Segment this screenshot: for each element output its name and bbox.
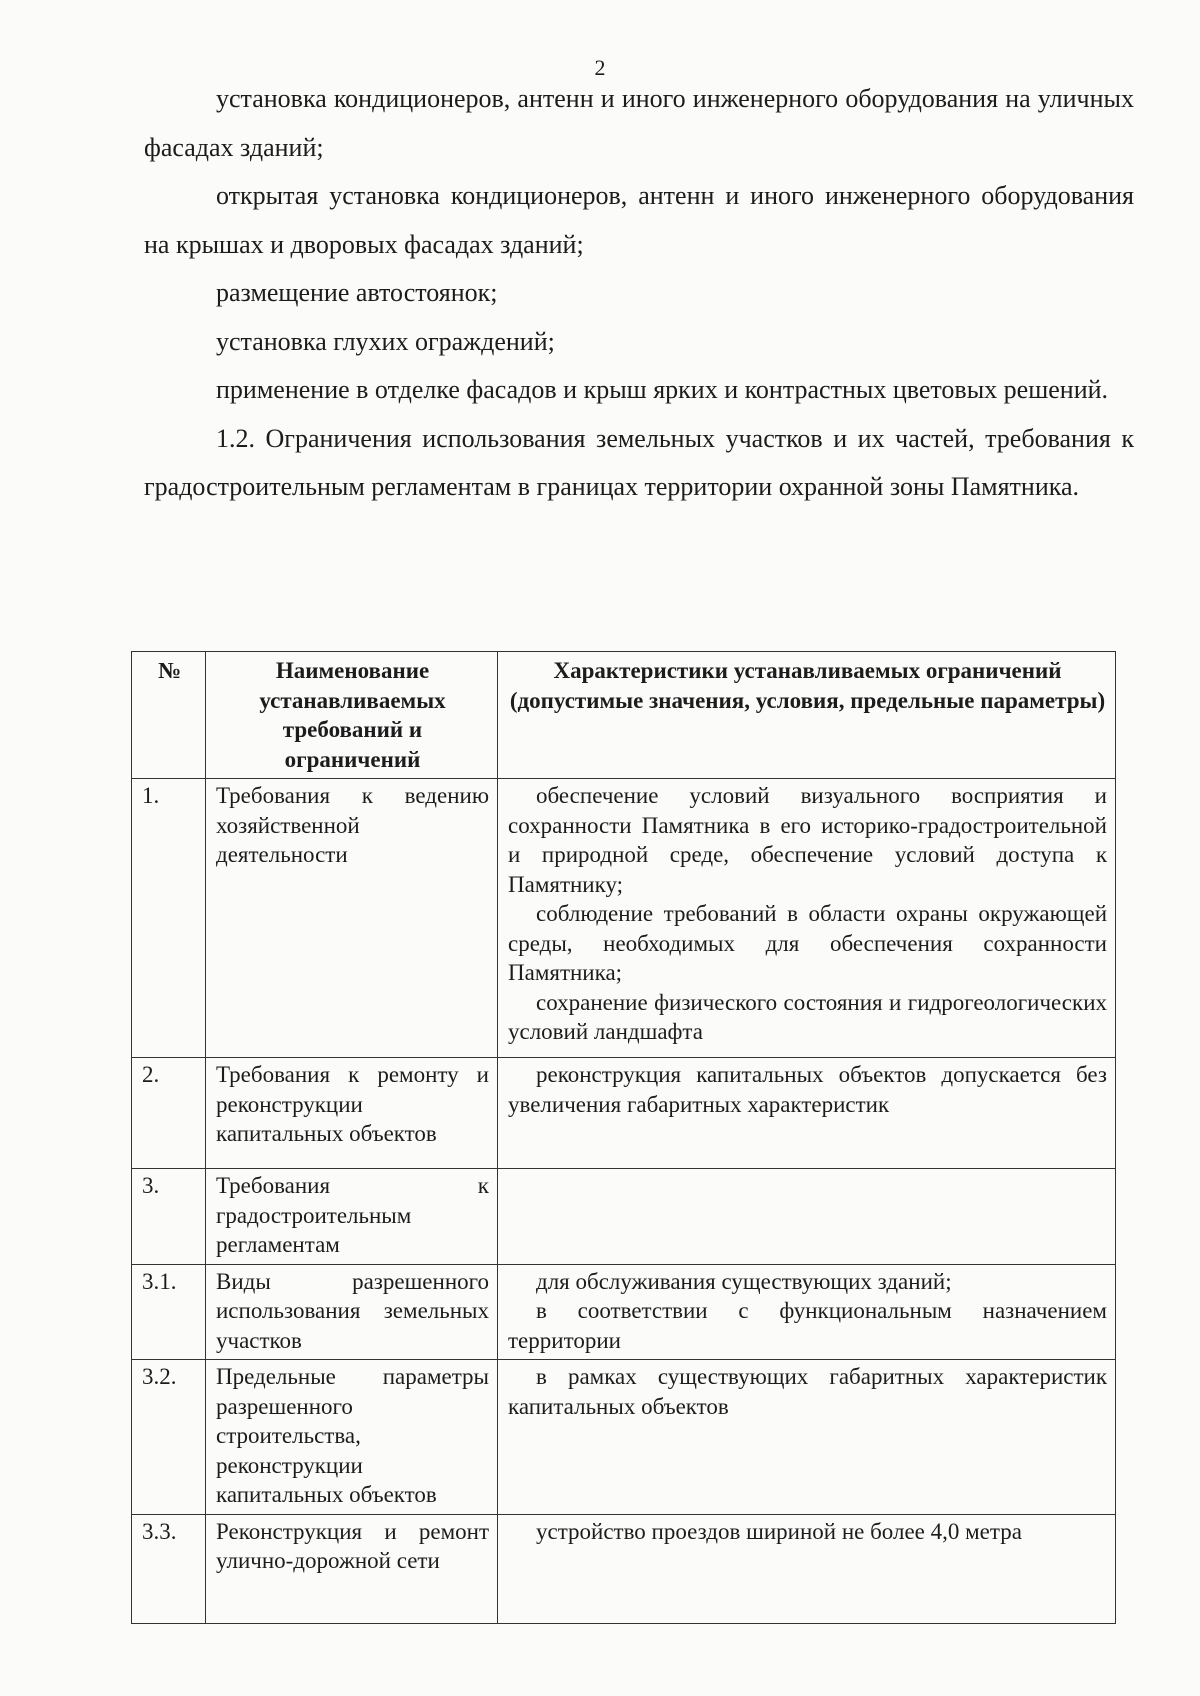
table-row [132,1360,1116,1515]
requirement-description [498,1169,1116,1265]
body-text [144,75,1134,512]
row-number: 3.1. [132,1264,206,1360]
header-number: № [132,652,206,779]
table-row [132,1264,1116,1360]
page-number: 2 [594,55,606,80]
requirement-name: Требования к градостроительным регламентам [206,1169,498,1265]
paragraph-bright-colors: применение в отделке фасадов и крыш ярких и контрастных цветовых решений. [216,375,1109,404]
requirement-description [498,1360,1116,1515]
requirement-name: Реконструкция и ремонт улично-дорожной сети [206,1514,498,1623]
header-description: Характеристики устанавливаемых ограничений (допустимые значения, условия, предельные параметры) [498,652,1116,779]
requirement-name: Предельные параметры разрешенного строительства, реконструкции капитальных объектов [206,1360,498,1515]
row-number: 1. [132,779,206,1058]
requirements-table [131,651,1116,1624]
table-row [132,1169,1116,1265]
row-number: 2. [132,1058,206,1169]
paragraph-ac-roofs-courtyards: открытая установка кондиционеров, антенн и иного инженерного оборудования на крышах и дворовых фасадах зданий; [144,181,1134,259]
description-paragraph: устройство проездов шириной не более 4,0 метра [536,1518,1022,1544]
requirement-description [498,779,1116,1058]
requirement-name: Требования к ремонту и реконструкции капитальных объектов [206,1058,498,1169]
requirement-description [498,1264,1116,1360]
requirement-description [498,1058,1116,1169]
table-header-row [132,652,1116,779]
description-paragraph: в соответствии с функциональным назначением территории [508,1298,1107,1353]
paragraph-section-1-2: 1.2. Ограничения использования земельных участков и их частей, требования к градостроительным регламентам в границах территории охранной зоны Памятника. [144,423,1134,501]
description-paragraph: сохранение физического состояния и гидрогеологических условий ландшафта [508,989,1107,1044]
description-paragraph: для обслуживания существующих зданий; [536,1268,952,1294]
requirement-description [498,1514,1116,1623]
paragraph-parking: размещение автостоянок; [216,278,498,307]
paragraph-ac-street-facades: установка кондиционеров, антенн и иного инженерного оборудования на уличных фасадах зданий; [144,84,1134,162]
requirement-name: Виды разрешенного использования земельных участков [206,1264,498,1360]
table-row [132,1514,1116,1623]
requirement-name: Требования к ведению хозяйственной деятельности [206,779,498,1058]
header-name: Наименование устанавливаемых требований и ограничений [206,652,498,779]
row-number: 3.2. [132,1360,206,1515]
description-paragraph: обеспечение условий визуального восприятия и сохранности Памятника в его историко-градостроительной и природной среде, обеспечение условий доступа к Памятнику; [508,783,1107,897]
row-number: 3.3. [132,1514,206,1623]
row-number: 3. [132,1169,206,1265]
description-paragraph: реконструкция капитальных объектов допускается без увеличения габаритных характеристик [508,1062,1107,1117]
paragraph-solid-fences: установка глухих ограждений; [216,326,555,356]
table-row [132,1058,1116,1169]
table-row [132,779,1116,1058]
description-paragraph: в рамках существующих габаритных характеристик капитальных объектов [508,1364,1107,1419]
description-paragraph: соблюдение требований в области охраны окружающей среды, необходимых для обеспечения сохранности Памятника; [508,901,1107,985]
